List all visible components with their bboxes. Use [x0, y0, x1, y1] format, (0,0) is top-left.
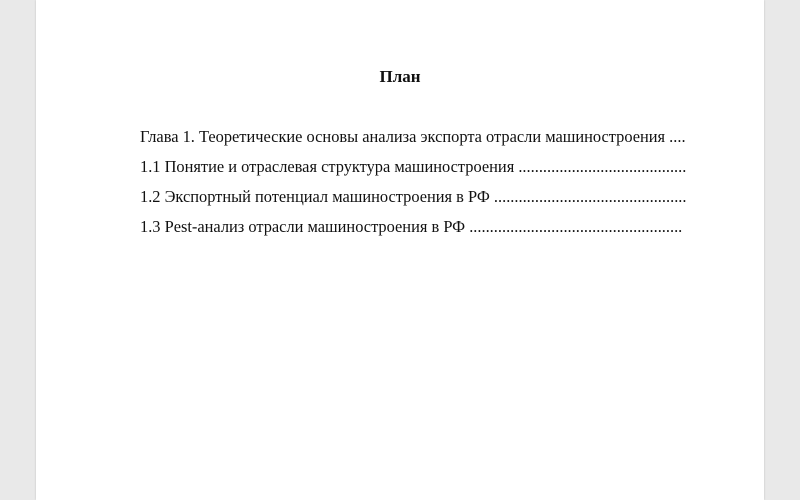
toc-entry-text: Глава 1. Теоретические основы анализа экспорта отрасли машиностроения ....: [140, 127, 686, 146]
toc-entry-1-3: [140, 216, 712, 238]
page-title: План: [379, 67, 421, 86]
toc-entry-1-2: [140, 186, 712, 208]
toc-entry-text: 1.2 Экспортный потенциал машиностроения в РФ ...............................................: [140, 187, 687, 206]
table-of-contents: [140, 126, 712, 246]
toc-entry-chapter-1: [140, 126, 712, 148]
document-page: [36, 0, 764, 500]
toc-entry-1-1: [140, 156, 712, 178]
toc-entry-text: 1.1 Понятие и отраслевая структура машиностроения .........................................: [140, 157, 687, 176]
toc-entry-text: 1.3 Pest-анализ отрасли машиностроения в РФ ....................................................: [140, 217, 683, 236]
